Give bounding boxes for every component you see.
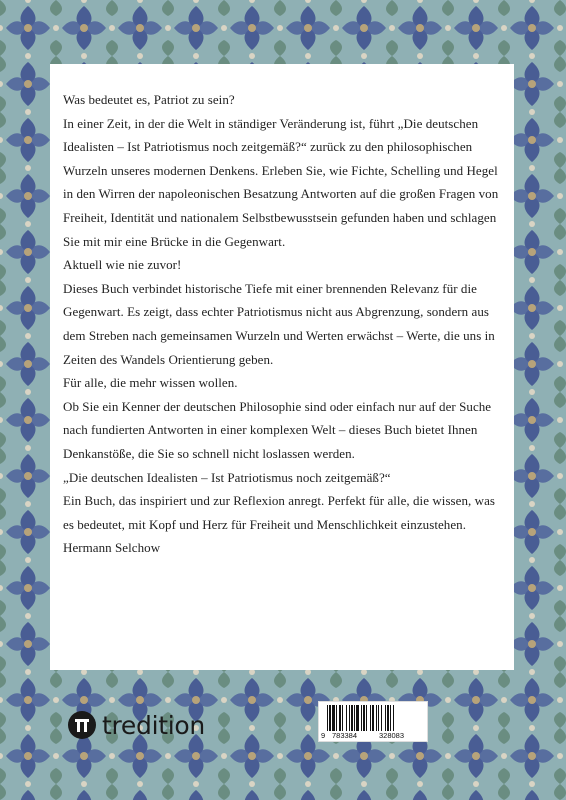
barcode-bar [346,705,347,731]
barcode-bar [329,705,331,731]
blurb-audience: Ob Sie ein Kenner der deutschen Philosophie sind oder einfach nur auf der Suche nach fundierten Antworten in einer komplexen Welt – dieses Buch bietet Ihnen Denkanstöße, die Sie so schnell nicht loslassen werden. [63,398,492,461]
isbn-barcode [318,701,428,742]
barcode-bar [349,705,350,731]
barcode-bar [354,705,355,731]
barcode-bar [332,705,335,731]
blurb-heading-actual: Aktuell wie nie zuvor! [63,257,182,273]
blurb-title-quote: „Die deutschen Idealisten – Ist Patriotismus noch zeitgemäß?“ [63,469,391,485]
blurb-relevance: Dieses Buch verbindet historische Tiefe mit einer brennenden Relevanz für die Gegenwart. Es zeigt, dass echter Patriotismus nicht aus Abgrenzung, sondern aus dem Streben nach gemeinsamen Wurzeln und Werten erwächst – Werte, die uns in Zeiten des Wandels Orientierung geben. [63,280,495,367]
barcode-bar [351,705,353,731]
barcode-bar [390,705,391,731]
barcode-bar [327,705,328,731]
barcode-bar [378,705,379,731]
barcode-bar [342,705,343,731]
author-name: Hermann Selchow [63,540,161,556]
barcode-bar [393,705,394,731]
barcode-bar [387,705,389,731]
blurb-question: Was bedeutet es, Patriot zu sein? [63,92,235,107]
tredition-logo-icon [68,711,96,739]
publisher-name: tredition [102,710,205,740]
barcode-bar [381,705,382,731]
barcode-bar [385,705,386,731]
barcode-bar [336,705,337,731]
blurb-closing: Ein Buch, das inspiriert und zur Reflexion anregt. Perfekt für alle, die wissen, was es bedeutet, mit Kopf und Herz für Freiheit und Menschlichkeit einzustehen. [63,493,495,532]
blurb-intro: In einer Zeit, in der die Welt in ständiger Veränderung ist, führt „Die deutschen Idealisten – Ist Patriotismus noch zeitgemäß?“ zurück zu den philosophischen Wurzeln unseres modernen Denkens. Erleben Sie, wie Fichte, Schelling und Hegel in den Wirren der napoleonischen Besatzung Antworten auf die großen Fragen von Freiheit, Identität und nationalem Selbstbewusstsein gefunden haben und schlagen Sie mit mir eine Brücke in die Gegenwart. [63,115,499,249]
barcode-bar [376,705,377,731]
barcode-bar [372,705,374,731]
publisher-logo [68,708,205,742]
barcode-bar [339,705,341,731]
back-cover-text-panel [50,64,514,670]
barcode-bar [356,705,359,731]
barcode-bar [363,705,365,731]
barcode-bar [366,705,367,731]
blurb-heading-audience: Für alle, die mehr wissen wollen. [63,375,238,391]
isbn-digits-right: 328083 [379,731,405,740]
barcode-bar [361,705,362,731]
barcode-bars [327,705,421,731]
isbn-digits-left: 783384 [332,731,358,740]
barcode-bar [370,705,371,731]
isbn-digit-prefix: 9 [321,731,326,740]
